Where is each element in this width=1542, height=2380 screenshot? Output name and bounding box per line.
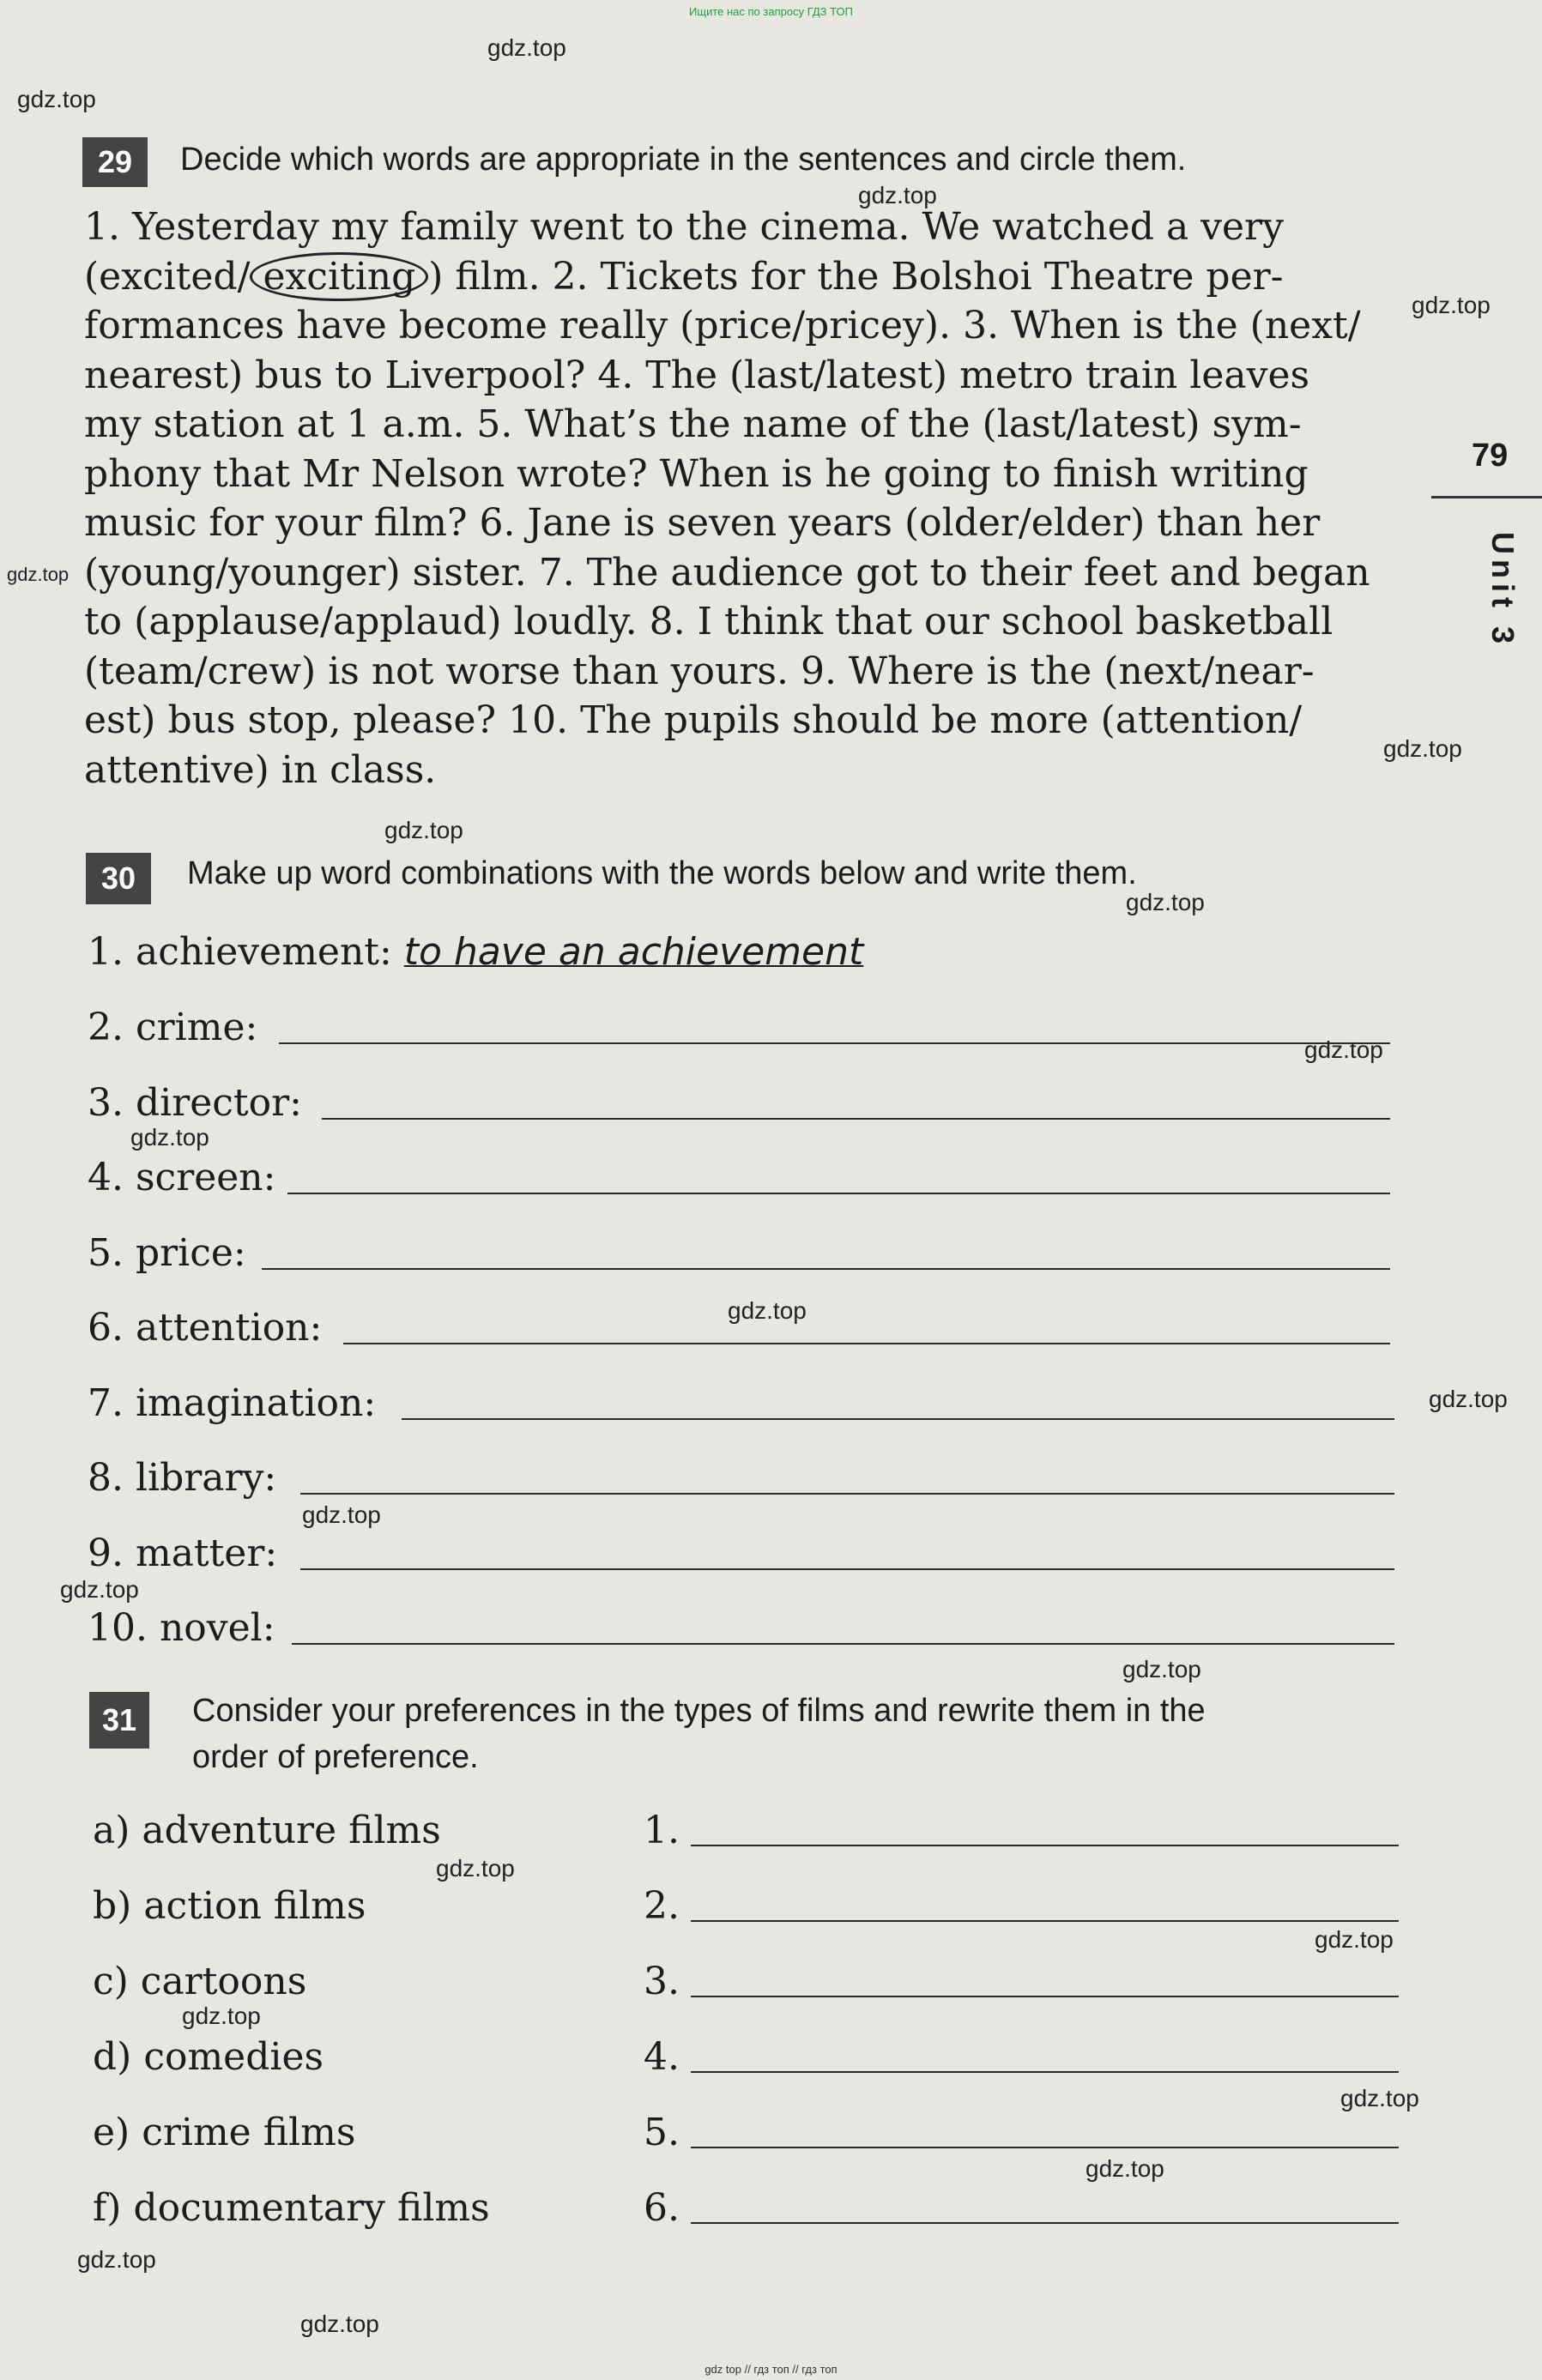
exercise-29-instruction: Decide which words are appropriate in the sentences and circle them.	[180, 142, 1187, 178]
ex29-line-9: to (applause/applaud) loudly. 8. I think that our school basketball	[84, 600, 1333, 643]
ex30-item-1	[88, 930, 863, 974]
ex30-answer-line-7[interactable]	[402, 1418, 1394, 1420]
ex29-line-2-start: (excited/	[84, 254, 251, 299]
ex30-answer-line-4[interactable]	[287, 1193, 1390, 1194]
watermark: gdz.top	[487, 34, 566, 61]
ex29-line-12: attentive) in class.	[84, 747, 437, 792]
watermark: gdz.top	[1304, 1036, 1383, 1063]
watermark: gdz.top	[436, 1855, 515, 1882]
watermark: gdz.top	[858, 182, 937, 208]
ex30-item-7: 7. imagination:	[88, 1381, 377, 1425]
ex30-item-8: 8. library:	[88, 1456, 277, 1500]
ex29-line-5: my station at 1 a.m. 5. What’s the name of the (last/latest) sym-	[84, 402, 1302, 446]
film-option-c: c) cartoons	[93, 1960, 307, 2003]
rank-slot-5-label: 5.	[644, 2111, 680, 2154]
rank-slot-1-line[interactable]	[691, 1845, 1399, 1846]
film-option-d: d) comedies	[93, 2035, 324, 2079]
watermark: gdz.top	[60, 1576, 139, 1603]
page-number: 79	[1472, 438, 1509, 474]
ex30-item-1-label: 1. achievement:	[88, 930, 392, 974]
watermark: gdz.top	[1315, 1926, 1394, 1953]
ex29-line-2	[84, 252, 1388, 302]
ex30-item-10: 10. novel:	[88, 1606, 275, 1650]
watermark: gdz.top	[182, 2002, 261, 2029]
watermark: gdz.top	[1429, 1386, 1508, 1412]
watermark: gdz.top	[728, 1297, 807, 1324]
ex29-line-3: formances have become really (price/pricey). 3. When is the (next/	[84, 304, 1361, 347]
watermark: gdz.top	[1126, 889, 1205, 915]
exercise-29-badge: 29	[82, 137, 148, 187]
bottom-promo-note: gdz top // гдз топ // гдз топ	[704, 2363, 838, 2376]
page-number-rule	[1431, 496, 1542, 498]
film-option-b: b) action films	[93, 1884, 366, 1928]
exercise-31-badge: 31	[89, 1692, 149, 1749]
ex29-line-8: (young/younger) sister. 7. The audience got to their feet and began	[84, 550, 1370, 595]
ex30-item-2: 2. crime:	[88, 1006, 258, 1049]
rank-slot-6-label: 6.	[644, 2186, 680, 2230]
ex29-line-11: est) bus stop, please? 10. The pupils should be more (attention/	[84, 698, 1303, 742]
ex30-answer-line-5[interactable]	[262, 1268, 1390, 1270]
ex29-line-10: (team/crew) is not worse than yours. 9. Where is the (next/near-	[84, 649, 1315, 693]
ex29-line-7: music for your film? 6. Jane is seven years (older/elder) than her	[84, 501, 1321, 545]
film-option-e: e) crime films	[93, 2111, 356, 2154]
ex30-answer-line-10[interactable]	[292, 1643, 1394, 1645]
rank-slot-4-label: 4.	[644, 2035, 680, 2079]
watermark: gdz.top	[77, 2246, 156, 2273]
ex30-item-5: 5. price:	[88, 1231, 246, 1275]
rank-slot-3-line[interactable]	[691, 1996, 1399, 1997]
rank-slot-6-line[interactable]	[691, 2222, 1399, 2224]
ex30-item-6: 6. attention:	[88, 1306, 323, 1350]
ex29-line-6: phony that Mr Nelson wrote? When is he going to finish writing	[84, 451, 1309, 496]
rank-slot-2-label: 2.	[644, 1884, 680, 1928]
rank-slot-3-label: 3.	[644, 1960, 680, 2003]
ex30-item-9: 9. matter:	[88, 1531, 278, 1575]
ex29-line-4: nearest) bus to Liverpool? 4. The (last/latest) metro train leaves	[84, 353, 1310, 397]
watermark: gdz.top	[1412, 292, 1491, 318]
watermark: gdz.top	[130, 1124, 209, 1151]
ex30-item-1-answer: to have an achievement	[403, 930, 864, 974]
rank-slot-1-label: 1.	[644, 1809, 680, 1852]
rank-slot-2-line[interactable]	[691, 1920, 1399, 1922]
ex30-item-4: 4. screen:	[88, 1156, 276, 1199]
watermark: gdz.top	[1085, 2155, 1164, 2182]
ex29-line-2-end: ) film. 2. Tickets for the Bolshoi Theatre per-	[428, 254, 1284, 299]
exercise-30-badge: 30	[86, 853, 151, 904]
watermark: gdz.top	[302, 1501, 381, 1528]
circled-answer: exciting	[250, 252, 428, 301]
watermark: gdz.top	[384, 817, 463, 843]
ex30-answer-line-3[interactable]	[322, 1118, 1390, 1120]
watermark: gdz.top	[300, 2311, 379, 2337]
exercise-31-instruction-line-2: order of preference.	[192, 1739, 479, 1775]
film-option-f: f) documentary films	[93, 2186, 490, 2230]
ex29-line-1: 1. Yesterday my family went to the cinema. We watched a very	[84, 205, 1284, 249]
unit-label: Unit 3	[1485, 532, 1521, 649]
watermark: gdz.top	[1122, 1656, 1201, 1682]
ex30-answer-line-8[interactable]	[300, 1493, 1394, 1495]
exercise-29-text	[84, 202, 1388, 794]
exercise-31-instruction-line-1: Consider your preferences in the types of films and rewrite them in the	[192, 1693, 1206, 1729]
ex30-answer-line-9[interactable]	[300, 1568, 1394, 1570]
watermark: gdz.top	[1383, 735, 1462, 762]
watermark: gdz.top	[1340, 2085, 1419, 2111]
film-option-a: a) adventure films	[93, 1809, 441, 1852]
rank-slot-4-line[interactable]	[691, 2071, 1399, 2073]
watermark: gdz.top	[7, 564, 70, 585]
exercise-30-instruction: Make up word combinations with the words below and write them.	[187, 855, 1137, 891]
rank-slot-5-line[interactable]	[691, 2147, 1399, 2148]
top-promo-note: Ищите нас по запросу ГДЗ ТОП	[689, 5, 853, 18]
ex30-answer-line-6[interactable]	[343, 1343, 1390, 1344]
watermark: gdz.top	[17, 86, 96, 112]
ex30-item-3: 3. director:	[88, 1081, 302, 1125]
ex30-answer-line-2[interactable]	[279, 1042, 1390, 1044]
